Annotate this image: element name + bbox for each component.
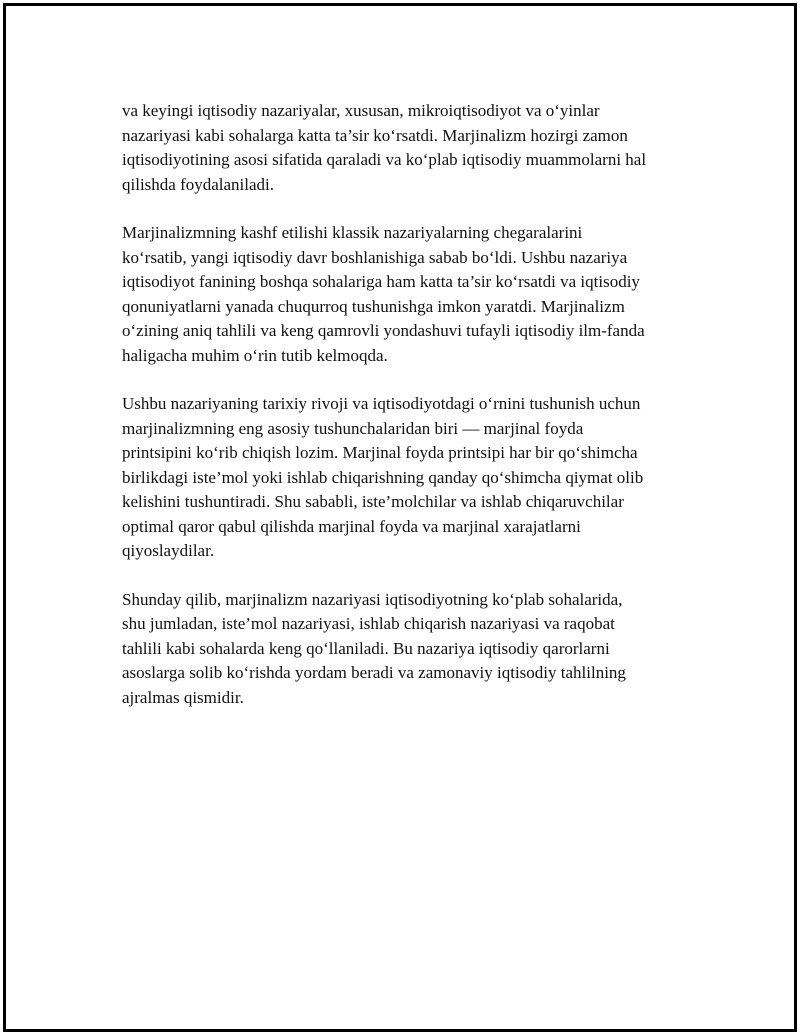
text-line: o‘zining aniq tahlili va keng qamrovli yondashuvi tufayli iqtisodiy ilm-fanda xyxy=(122,321,645,340)
text-line: va keyingi iqtisodiy nazariyalar, xususan, mikroiqtisodiyot va o‘yinlar xyxy=(122,101,600,120)
text-line: qiyoslaydilar. xyxy=(122,541,215,560)
text-line: Ushbu nazariyaning tarixiy rivoji va iqtisodiyotdagi o‘rnini tushunish uchun xyxy=(122,394,641,413)
paragraph-1 xyxy=(122,99,702,197)
text-line: marjinalizmning eng asosiy tushunchalaridan biri — marjinal foyda xyxy=(122,418,584,438)
text-line: ajralmas qismidir. xyxy=(122,687,244,707)
paragraph-2 xyxy=(122,221,702,368)
text-line: printsipini ko‘rib chiqish lozim. Marjinal foyda printsipi har bir qo‘shimcha xyxy=(122,443,638,462)
text-line: tahlili kabi sohalarda keng qo‘llaniladi. Bu nazariya iqtisodiy qarorlarni xyxy=(122,638,610,658)
text-line: qonuniyatlarni yanada chuqurroq tushunishga imkon yaratdi. Marjinalizm xyxy=(122,296,625,316)
text-line: iqtisodiyotining asosi sifatida qaraladi va ko‘plab iqtisodiy muammolarni hal xyxy=(122,150,647,169)
text-line: nazariyasi kabi sohalarga katta ta’sir ko‘rsatdi. Marjinalizm hozirgi zamon xyxy=(122,125,628,145)
text-line: qilishda foydalaniladi. xyxy=(122,174,275,194)
page-frame xyxy=(3,3,797,1032)
document-body xyxy=(122,99,702,734)
text-line: kelishini tushuntiradi. Shu sababli, iste’molchilar va ishlab chiqaruvchilar xyxy=(122,492,624,511)
text-line: shu jumladan, iste’mol nazariyasi, ishlab chiqarish nazariyasi va raqobat xyxy=(122,614,615,633)
text-line: haligacha muhim o‘rin tutib kelmoqda. xyxy=(122,345,388,365)
text-line: iqtisodiyot fanining boshqa sohalariga ham katta ta’sir ko‘rsatdi va iqtisodiy xyxy=(122,272,640,291)
paragraph-3 xyxy=(122,392,702,564)
text-line: asoslarga solib ko‘rishda yordam beradi va zamonaviy iqtisodiy tahlilning xyxy=(122,663,626,682)
text-line: Shunday qilib, marjinalizm nazariyasi iqtisodiyotning ko‘plab sohalarida, xyxy=(122,589,623,609)
text-line: ko‘rsatib, yangi iqtisodiy davr boshlanishiga sabab bo‘ldi. Ushbu nazariya xyxy=(122,247,628,267)
text-line: Marjinalizmning kashf etilishi klassik nazariyalarning chegaralarini xyxy=(122,223,583,242)
text-line: optimal qaror qabul qilishda marjinal foyda va marjinal xarajatlarni xyxy=(122,516,581,536)
paragraph-4 xyxy=(122,588,702,711)
text-line: birlikdagi iste’mol yoki ishlab chiqarishning qanday qo‘shimcha qiymat olib xyxy=(122,467,644,487)
